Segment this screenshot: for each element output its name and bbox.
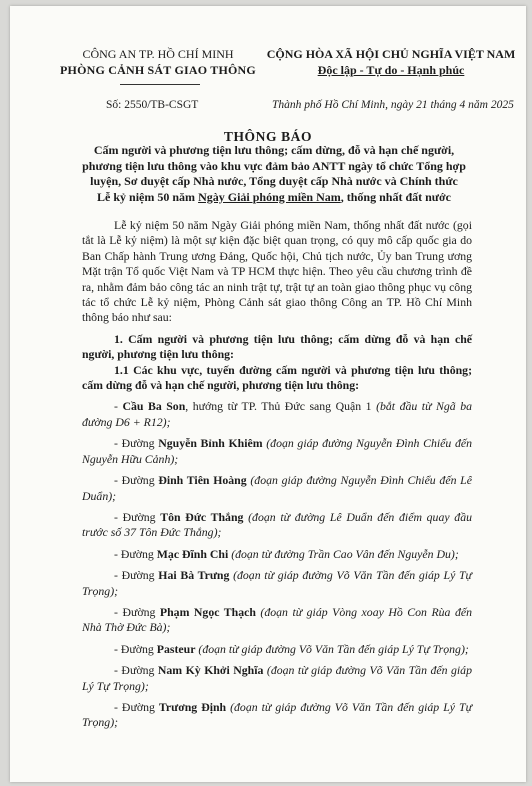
road-segment-note: (bắt đầu từ Ngã ba đường D6 + R12); bbox=[82, 399, 473, 429]
road-name: Hai Bà Trưng bbox=[158, 568, 230, 583]
road-name: Mạc Đĩnh Chi bbox=[156, 546, 229, 561]
road-item bbox=[82, 473, 472, 504]
road-segment-note: (đoạn từ giáp đường Võ Văn Tần đến giáp Lý Tự Trọng); bbox=[198, 641, 469, 656]
road-item-prefix: - bbox=[114, 399, 123, 414]
road-name: Phạm Ngọc Thạch bbox=[159, 604, 256, 619]
agency-underline bbox=[120, 84, 200, 85]
road-segment-note: (đoạn từ giáp đường Võ Văn Tần đến giáp Lý Tự Trọng); bbox=[82, 699, 472, 730]
road-segment-note: (đoạn giáp đường Nguyễn Đình Chiểu đến Nguyễn Hữu Cảnh); bbox=[82, 436, 473, 466]
issue-date: Thành phố Hồ Chí Minh, ngày 21 tháng 4 năm 2025 bbox=[272, 99, 514, 111]
subject-line2b: Ngày Giải phóng miền Nam bbox=[198, 189, 341, 204]
road-segment-note: (đoạn từ đường Trần Cao Vân đến Nguyễn Du); bbox=[231, 546, 459, 561]
nation-name: CỘNG HÒA XÃ HỘI CHỦ NGHĨA VIỆT NAM bbox=[266, 47, 516, 61]
road-item-text: , hướng từ TP. Thủ Đức sang Quận 1 bbox=[185, 399, 377, 414]
document-number: Số: 2550/TB-CSGT bbox=[106, 99, 199, 111]
road-item-prefix: - Đường bbox=[114, 473, 159, 488]
document-subject bbox=[82, 143, 466, 205]
road-item-prefix: - Đường bbox=[114, 436, 159, 451]
road-name: Cầu Ba Son bbox=[122, 399, 186, 414]
road-item-prefix: - Đường bbox=[114, 663, 158, 678]
subject-line2c: , thống nhất đất nước bbox=[340, 189, 451, 204]
road-name: Nguyễn Bỉnh Khiêm bbox=[158, 436, 263, 451]
road-item bbox=[82, 547, 472, 562]
road-name: Pasteur bbox=[156, 641, 196, 656]
subject-line1: Cấm người và phương tiện lưu thông; cấm dừng, đỗ và hạn chế người, phương tiện lưu thông vào khu vực đảm bảo ANTT ngày tổ chức Tổng hợp luyện, Sơ duyệt cấp Nhà nước, Tổng duyệt cấp Nhà nước và Chính thức bbox=[82, 143, 466, 188]
road-item bbox=[82, 399, 472, 430]
road-item bbox=[82, 568, 472, 599]
road-item bbox=[82, 605, 472, 636]
road-item bbox=[82, 700, 472, 731]
road-item bbox=[82, 436, 472, 467]
intro-paragraph: Lễ kỷ niệm 50 năm Ngày Giải phóng miền Nam, thống nhất đất nước (gọi tắt là Lễ kỷ niệm) là một sự kiện đặc biệt quan trọng, có quy mô cấp quốc gia do Ban Chấp hành Trung ương Đảng, Quốc hội, Chủ tịch nước, Ủy ban Trung ương Mặt trận Tổ quốc Việt Nam và TP HCM thực hiện. Theo yêu cầu chương trình đề ra, nhằm đảm bảo công tác an ninh trật tự, trật tự an toàn giao thông phục vụ công tác tổ chức Lễ kỷ niệm, Phòng Cảnh sát giao thông Công an TP. Hồ Chí Minh thông báo như sau: bbox=[82, 218, 472, 325]
road-name: Trương Định bbox=[158, 699, 227, 714]
road-name: Tôn Đức Thắng bbox=[160, 509, 244, 524]
road-item bbox=[82, 642, 472, 657]
road-segment-note: (đoạn từ đường Lê Duẩn đến điểm quay đầu trước số 37 Tôn Đức Thắng); bbox=[82, 509, 472, 540]
motto: Độc lập - Tự do - Hạnh phúc bbox=[317, 63, 465, 77]
national-motto bbox=[262, 46, 520, 78]
road-item-prefix: - Đường bbox=[114, 604, 160, 619]
road-segment-note: (đoạn từ giáp đường Võ Văn Tần đến giáp Lý Tự Trọng); bbox=[82, 663, 472, 693]
road-item-prefix: - Đường bbox=[114, 568, 159, 583]
road-name: Nam Kỳ Khởi Nghĩa bbox=[157, 663, 264, 678]
road-item-prefix: - Đường bbox=[114, 641, 157, 656]
issuing-agency bbox=[58, 46, 258, 78]
road-name: Đinh Tiên Hoàng bbox=[158, 473, 247, 488]
road-list bbox=[82, 399, 472, 730]
road-segment-note: (đoạn từ giáp Vòng xoay Hồ Con Rùa đến Nhà Thờ Đức Bà); bbox=[82, 604, 472, 635]
road-item-prefix: - Đường bbox=[114, 546, 157, 561]
subject-line2a: Lễ kỷ niệm 50 năm bbox=[97, 189, 199, 204]
section-1-1-heading: 1.1 Các khu vực, tuyến đường cấm người và phương tiện lưu thông; cấm dừng đỗ và hạn chế người, phương tiện lưu thông: bbox=[82, 362, 472, 393]
road-item bbox=[82, 510, 472, 541]
agency-parent: CÔNG AN TP. HỒ CHÍ MINH bbox=[82, 47, 234, 61]
road-segment-note: (đoạn giáp đường Nguyễn Đình Chiểu đến Lê Duẩn); bbox=[82, 473, 472, 503]
document-title: THÔNG BÁO bbox=[223, 129, 313, 144]
road-item-prefix: - Đường bbox=[114, 699, 159, 714]
document-body bbox=[82, 218, 472, 731]
document-page bbox=[10, 6, 526, 782]
agency-name: PHÒNG CẢNH SÁT GIAO THÔNG bbox=[60, 63, 256, 77]
road-segment-note: (đoạn từ giáp đường Võ Văn Tần đến giáp Lý Tự Trọng); bbox=[82, 568, 472, 598]
road-item-prefix: - Đường bbox=[114, 509, 161, 524]
road-item bbox=[82, 663, 472, 694]
section-1-heading: 1. Cấm người và phương tiện lưu thông; cấm dừng đỗ và hạn chế người, phương tiện lưu thông: bbox=[82, 331, 472, 362]
